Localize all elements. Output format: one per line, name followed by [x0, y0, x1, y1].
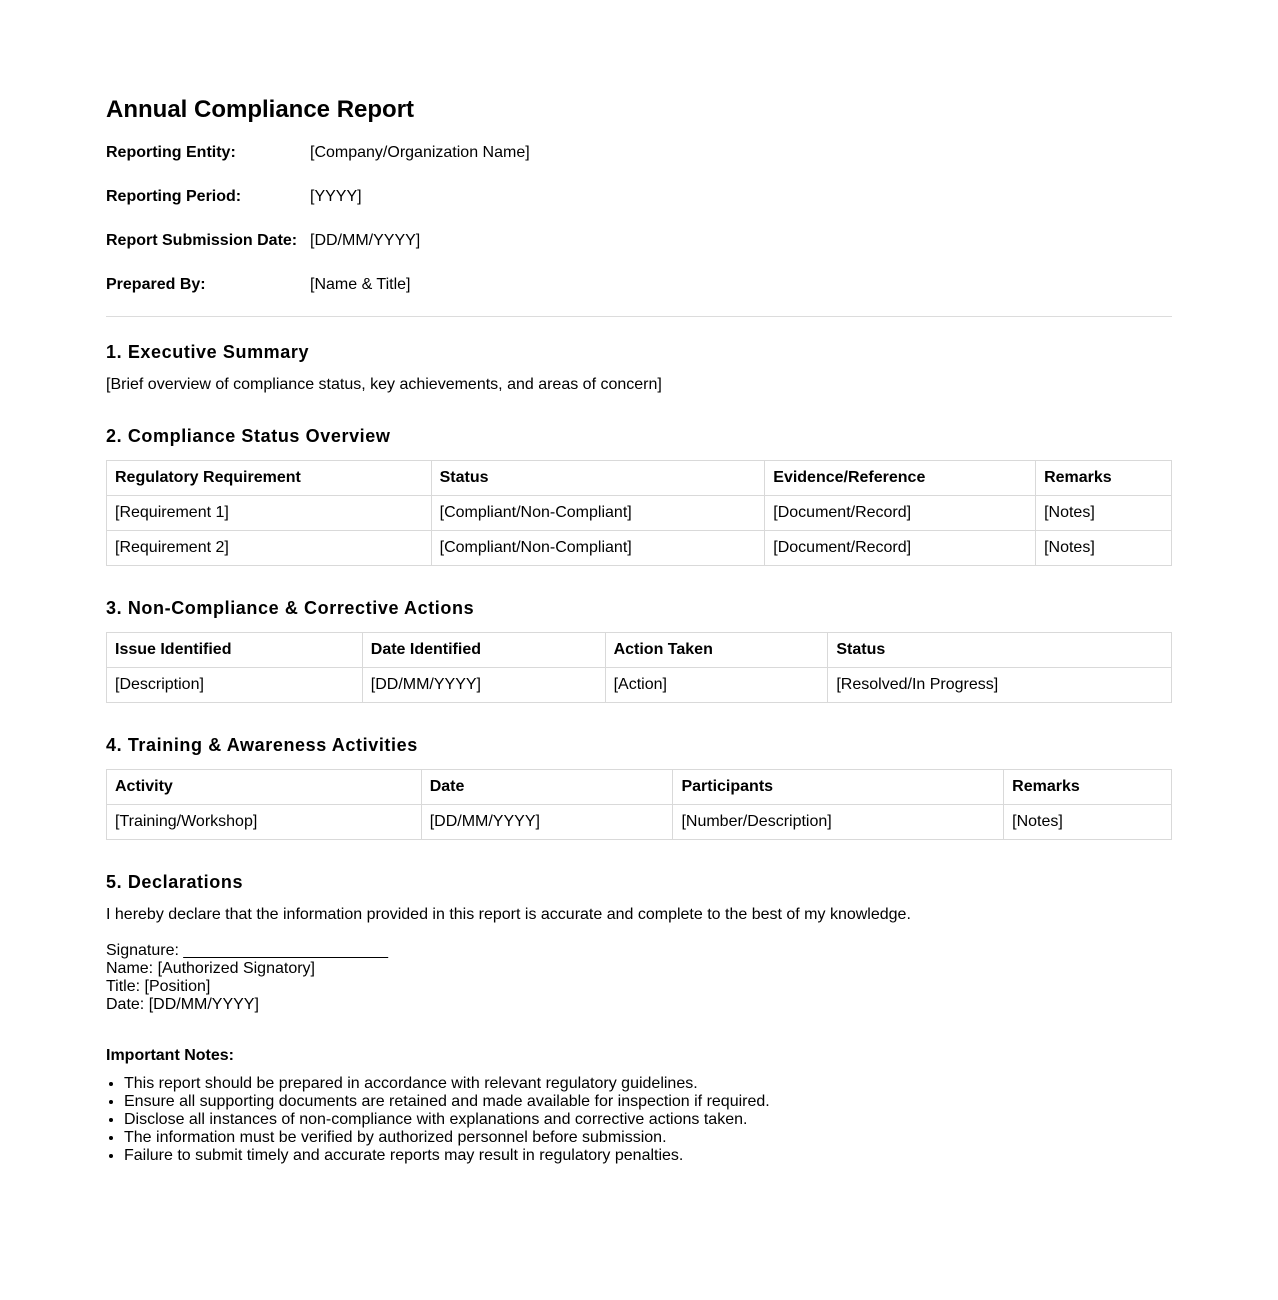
table-header-row [107, 770, 1172, 805]
table-row [107, 531, 1172, 566]
meta-value: [DD/MM/YYYY] [310, 232, 421, 249]
table-cell: [Document/Record] [765, 496, 1036, 531]
table-cell: [Notes] [1036, 531, 1172, 566]
signature-line: Signature: _______________________ [106, 942, 389, 959]
meta-label: Report Submission Date: [106, 232, 298, 249]
declaration-text: I hereby declare that the information provided in this report is accurate and complete to the best of my knowledge. [106, 906, 911, 923]
non-compliance-section [106, 597, 1172, 703]
column-header: Status [431, 461, 765, 496]
signature-block [106, 942, 1172, 1014]
table-cell: [Requirement 1] [107, 496, 432, 531]
column-header: Date Identified [362, 633, 605, 668]
executive-summary-section [106, 341, 1172, 394]
table-cell: [Notes] [1004, 805, 1172, 840]
table-cell: [Number/Description] [673, 805, 1004, 840]
table-cell: [Compliant/Non-Compliant] [431, 496, 765, 531]
compliance-status-section [106, 425, 1172, 566]
table-cell: [Training/Workshop] [107, 805, 422, 840]
executive-summary-text: [Brief overview of compliance status, key achievements, and areas of concern] [106, 376, 662, 393]
column-header: Status [828, 633, 1172, 668]
meta-block [106, 144, 1172, 320]
meta-value: [Company/Organization Name] [310, 144, 530, 161]
meta-label: Reporting Entity: [106, 144, 236, 161]
meta-label: Prepared By: [106, 276, 206, 293]
meta-row-prepared-by [106, 276, 1172, 320]
table-cell: [Compliant/Non-Compliant] [431, 531, 765, 566]
table-cell: [DD/MM/YYYY] [421, 805, 673, 840]
training-table [106, 769, 1172, 840]
notes-list [106, 1075, 1172, 1165]
report-title: Annual Compliance Report [106, 96, 415, 123]
non-compliance-table [106, 632, 1172, 703]
meta-label: Reporting Period: [106, 188, 242, 205]
declarations-section [106, 871, 1172, 1014]
table-cell: [Description] [107, 668, 363, 703]
compliance-status-table [106, 460, 1172, 566]
signatory-title: Title: [Position] [106, 978, 211, 995]
meta-row-submission-date [106, 232, 1172, 276]
column-header: Remarks [1036, 461, 1172, 496]
meta-row-entity [106, 144, 1172, 188]
table-cell: [Action] [605, 668, 828, 703]
section-heading: 4. Training & Awareness Activities [106, 735, 418, 755]
list-item: • Disclose all instances of non-compliance with explanations and corrective actions taken. [124, 1111, 1172, 1129]
column-header: Remarks [1004, 770, 1172, 805]
table-cell: [Resolved/In Progress] [828, 668, 1172, 703]
column-header: Evidence/Reference [765, 461, 1036, 496]
list-item: • Failure to submit timely and accurate reports may result in regulatory penalties. [124, 1147, 1172, 1165]
meta-row-period [106, 188, 1172, 232]
signature-date: Date: [DD/MM/YYYY] [106, 996, 259, 1013]
column-header: Participants [673, 770, 1004, 805]
table-row [107, 668, 1172, 703]
table-cell: [Requirement 2] [107, 531, 432, 566]
table-cell: [DD/MM/YYYY] [362, 668, 605, 703]
section-heading: 2. Compliance Status Overview [106, 426, 391, 446]
meta-value: [YYYY] [310, 188, 362, 205]
notes-title: Important Notes: [106, 1047, 234, 1064]
important-notes [106, 1046, 1172, 1165]
table-header-row [107, 461, 1172, 496]
column-header: Activity [107, 770, 422, 805]
signatory-name: Name: [Authorized Signatory] [106, 960, 315, 977]
column-header: Date [421, 770, 673, 805]
list-item: • This report should be prepared in accordance with relevant regulatory guidelines. [124, 1075, 1172, 1093]
section-heading: 5. Declarations [106, 872, 244, 892]
table-header-row [107, 633, 1172, 668]
list-item: • Ensure all supporting documents are retained and made available for inspection if required. [124, 1093, 1172, 1111]
table-row [107, 496, 1172, 531]
table-row [107, 805, 1172, 840]
column-header: Issue Identified [107, 633, 363, 668]
list-item: • The information must be verified by authorized personnel before submission. [124, 1129, 1172, 1147]
column-header: Regulatory Requirement [107, 461, 432, 496]
training-section [106, 734, 1172, 840]
meta-value: [Name & Title] [310, 276, 411, 293]
section-heading: 1. Executive Summary [106, 342, 310, 362]
table-cell: [Notes] [1036, 496, 1172, 531]
column-header: Action Taken [605, 633, 828, 668]
table-cell: [Document/Record] [765, 531, 1036, 566]
section-heading: 3. Non-Compliance & Corrective Actions [106, 598, 475, 618]
